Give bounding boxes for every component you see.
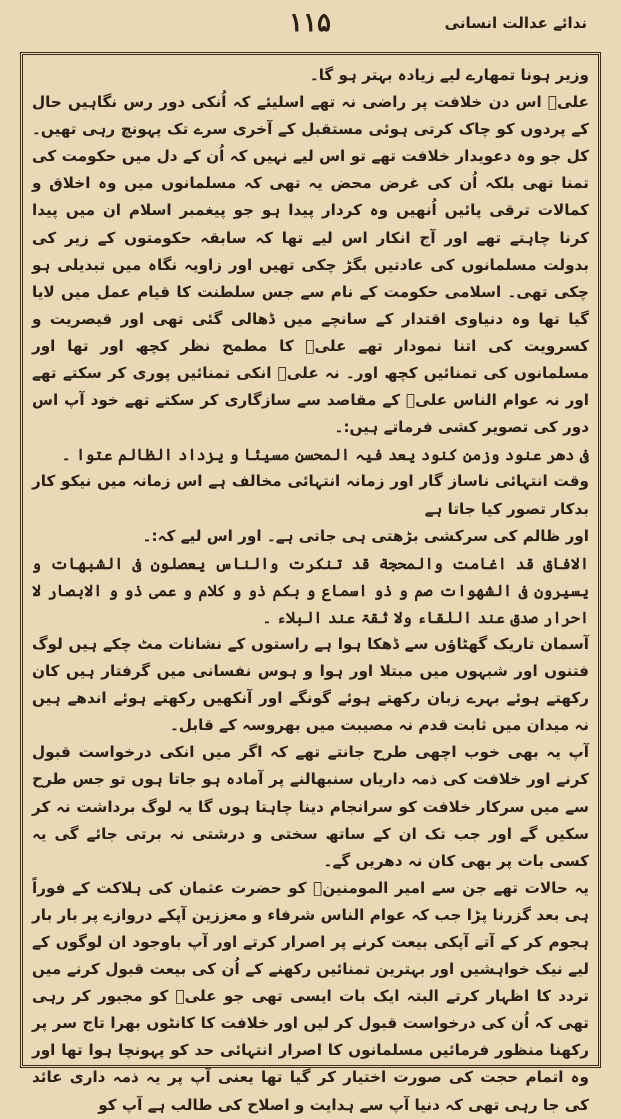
arabic-quote: الافاق قد اغامت والمحجة قد تنکرت والناس یعصلون فی الشبھات و یسیرون فی الشھوات صم و ذو اسماع و بکم ذو و کلام و عمی ذو و الابصار لا احرار صدق عند اللقاء ولا ثقۃ عند البلاء ۔	[32, 553, 589, 627]
paragraph: وزیر ہونا تمھارے لیے زیادہ بہتر ہو گا۔	[309, 66, 589, 84]
paragraph: اور ظالم کی سرکشی بڑھتی ہی جاتی ہے۔ اور اس لیے کہ:۔	[142, 526, 589, 545]
arabic-quote: فی دھر عنود وزمن کنود یعد فیہ المحسن مسیئا و یزداد الظالم عتوا ۔	[61, 445, 589, 465]
paragraph: آپ یہ بھی خوب اچھی طرح جانتے تھے کہ اگر میں انکی درخواست قبول کرنے اور خلافت کی ذمہ داریاں سنبھالنے پر آمادہ ہو جاتا ہوں تو جس طرح سے میں سرکار خلافت کو سرانجام دینا چاہتا ہوں گا یہ لوگ برداشت نہ کر سکیں گے اور جب تک ان کے ساتھ سختی و درشتی نہ برتی جائے گی یہ کسی بات پر بھی کان نہ دھریں گے۔	[32, 743, 589, 870]
page-number: ۱۱۵	[289, 8, 331, 38]
page-header	[0, 4, 621, 52]
running-head: ندائے عدالت انسانی	[444, 14, 587, 32]
paragraph: آسمان تاریک گھٹاؤں سے ڈھکا ہوا ہے راستوں کے نشانات مٹ چکے ہیں لوگ فتنوں اور شبہوں میں مبتلا اور ہوا و ہوس نفسانی میں گرفتار ہیں کان رکھتے ہوئے بہرے زبان رکھتے ہوئے گونگے اور آنکھیں رکھتے ہوئے اندھے ہیں نہ میدان میں ثابت قدم نہ مصیبت میں بھروسہ کے قابل۔	[32, 634, 589, 735]
body-text	[32, 62, 589, 1114]
paragraph: علیؑ اس دن خلافت پر راضی نہ تھے اسلیئے کہ اُنکی دور رس نگاہیں حال کے پردوں کو چاک کرتی ہوئی مستقبل کے آخری سرے تک پہونچ رہی تھیں۔ کل جو وہ دعویدار خلافت تھے تو اس لیے نہیں کہ اُن کے دل میں حکومت کی تمنا تھی بلکہ اُن کی غرض محض یہ تھی کہ مسلمانوں میں وہ اخلاق و کمالات ترقی پائیں اُنھیں وہ کردار پیدا ہو جو پیغمبر اسلام ان میں پیدا کرنا چاہتے تھے اور آج انکار اس لیے تھا کہ سابقہ حکومتوں کے زیر کی بدولت مسلمانوں کی عادتیں بگڑ چکی تھیں اور زاویہ نگاہ میں تبدیلی ہو چکی تھی۔ اسلامی حکومت کے نام سے جس سلطنت کا قیام عمل میں لایا گیا تھا وہ دنیاوی اقتدار کے سانچے میں ڈھالی گئی تھی اور قیصریت و کسرویت کی اتنا نمودار تھے علیؑ کا مطمح نظر کچھ اور تھا اور مسلمانوں کی تمنائیں کچھ اور۔ نہ علیؑ انکی تمنائیں پوری کر سکتے تھے اور نہ عوام الناس علیؑ کے مقاصد سے سازگاری کر سکتے تھے خود آپ اس دور کی تصویر کشی فرماتے ہیں:۔	[32, 93, 589, 437]
paragraph: یہ حالات تھے جن سے امیر المومنینؑ کو حضرت عثمان کی ہلاکت کے فوراً ہی بعد گزرنا پڑا جب کہ عوام الناس شرفاء و معززین آپکے دروازے پر بار بار ہجوم کر کے آتے آپکی بیعت کرنے پر اصرار کرتے اور آپ باوجود ان لوگوں کے لیے نیک خواہشیں اور بہترین تمنائیں رکھنے کے اُن کی بیعت قبول کرنے میں تردد کا اظہار کرتے البتہ ایک بات ایسی تھی جو علیؑ کو مجبور کر رہی تھی کہ اُن کی درخواست قبول کر لیں اور خلافت کا کانٹوں بھرا تاج سر پر رکھنا منظور فرمائیں مسلمانوں کا اصرار انتہائی حد کو پہونچا ہوا تھا اور وہ اتمام حجت کی صورت اختیار کر گیا تھا یعنی آپ پر یہ ذمہ داری عائد کی جا رہی تھی کہ دنیا آپ سے ہدایت و اصلاح کی طالب ہے آپ کو	[32, 878, 589, 1114]
paragraph: وقت انتہائی ناساز گار اور زمانہ انتہائی مخالف ہے اس زمانہ میں نیکو کار بدکار تصور کیا جاتا ہے	[32, 472, 589, 518]
